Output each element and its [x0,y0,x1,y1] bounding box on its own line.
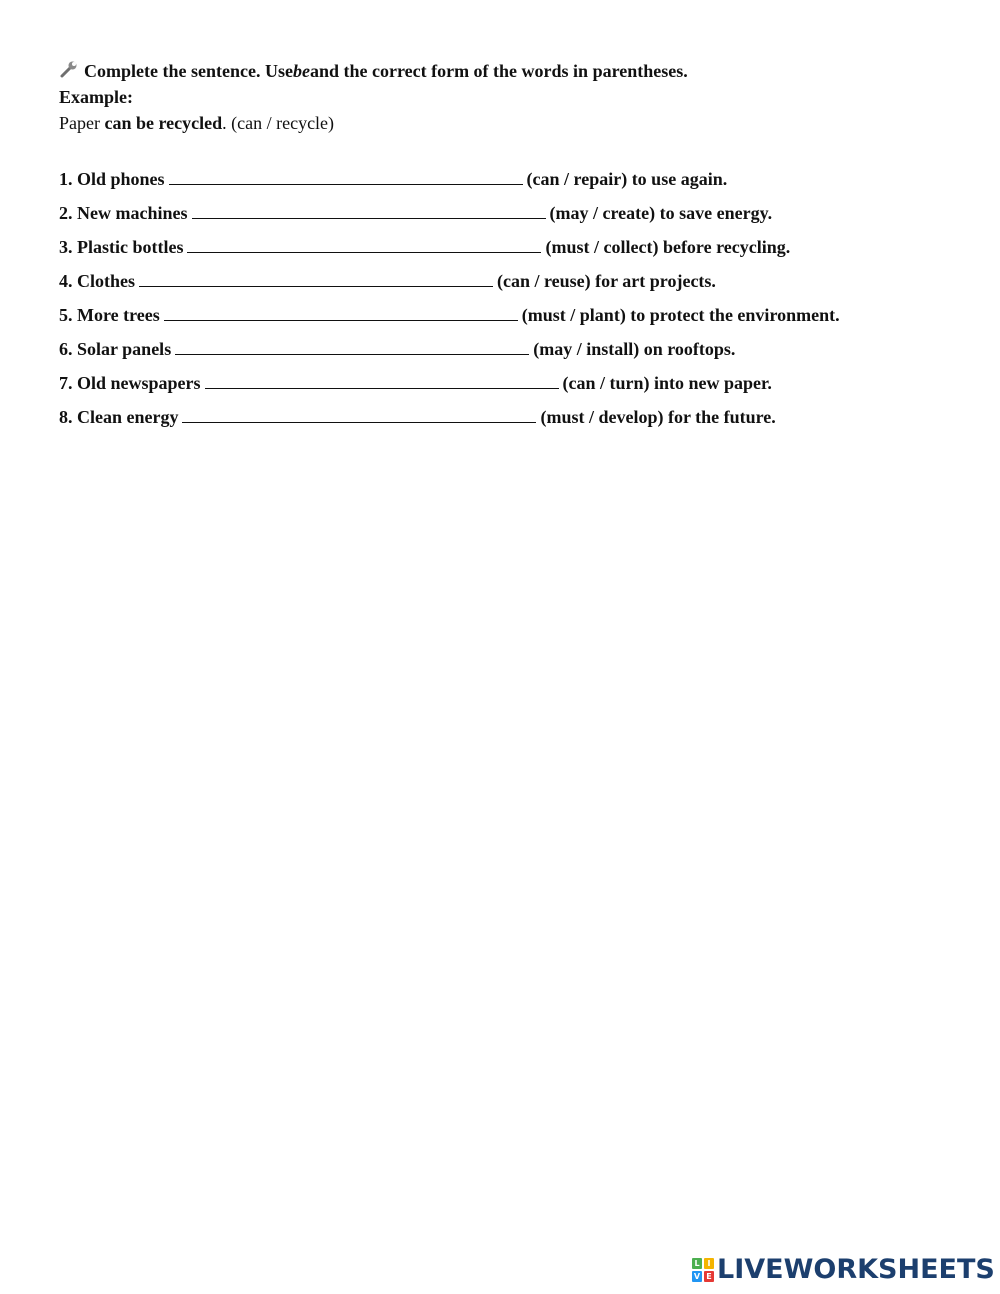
logo-text: LIVEWORKSHEETS [717,1254,995,1285]
logo-letter: I [704,1258,714,1269]
logo-letter: V [693,1272,701,1281]
item-prefix: 4. Clothes [59,271,135,291]
answer-blank[interactable] [187,236,541,253]
exercise-item [59,230,959,264]
item-prefix: 5. More trees [59,305,160,325]
item-prefix: 3. Plastic bottles [59,237,184,257]
answer-blank[interactable] [205,372,559,389]
item-suffix: (must / plant) to protect the environment. [521,305,840,325]
instruction-text-after: and the correct form of the words in parentheses. [309,61,688,81]
instruction-emphasis: be [292,61,310,81]
item-suffix: (may / install) on rooftops. [533,339,736,359]
exercise-item [59,298,959,332]
exercise-item [59,366,959,400]
exercise-item [59,162,959,196]
logo-letter: L [692,1258,702,1269]
item-suffix: (can / reuse) for art projects. [497,271,716,291]
item-suffix: (must / develop) for the future. [540,407,776,427]
item-suffix: (can / repair) to use again. [526,169,728,189]
exercise-item [59,332,959,366]
logo-mark-icon [692,1258,714,1282]
item-prefix: 2. New machines [59,203,188,223]
answer-blank[interactable] [182,406,536,423]
item-prefix: 8. Clean energy [59,407,179,427]
exercise-list [59,162,959,434]
answer-blank[interactable] [164,304,518,321]
example-answer: can be recycled [104,113,223,133]
item-prefix: 1. Old phones [59,169,165,189]
answer-blank[interactable] [175,338,529,355]
answer-blank[interactable] [169,168,523,185]
example-label: Example: [59,87,133,107]
item-prefix: 6. Solar panels [59,339,172,359]
liveworksheets-logo[interactable] [692,1254,995,1286]
exercise-item [59,400,959,434]
exercise-item [59,196,959,230]
answer-blank[interactable] [192,202,546,219]
worksheet [59,58,959,434]
exercise-item [59,264,959,298]
item-suffix: (must / collect) before recycling. [545,237,791,257]
item-suffix: (may / create) to save energy. [549,203,773,223]
answer-blank[interactable] [139,270,493,287]
instruction [59,58,959,84]
example-sentence [59,110,959,136]
instruction-text-before: Complete the sentence. Use [84,61,293,81]
example-subject: Paper [59,113,105,133]
example-hint: . (can / recycle) [222,113,335,133]
item-suffix: (can / turn) into new paper. [562,373,772,393]
logo-letter: E [704,1271,714,1282]
wrench-icon [59,59,79,79]
item-prefix: 7. Old newspapers [59,373,201,393]
